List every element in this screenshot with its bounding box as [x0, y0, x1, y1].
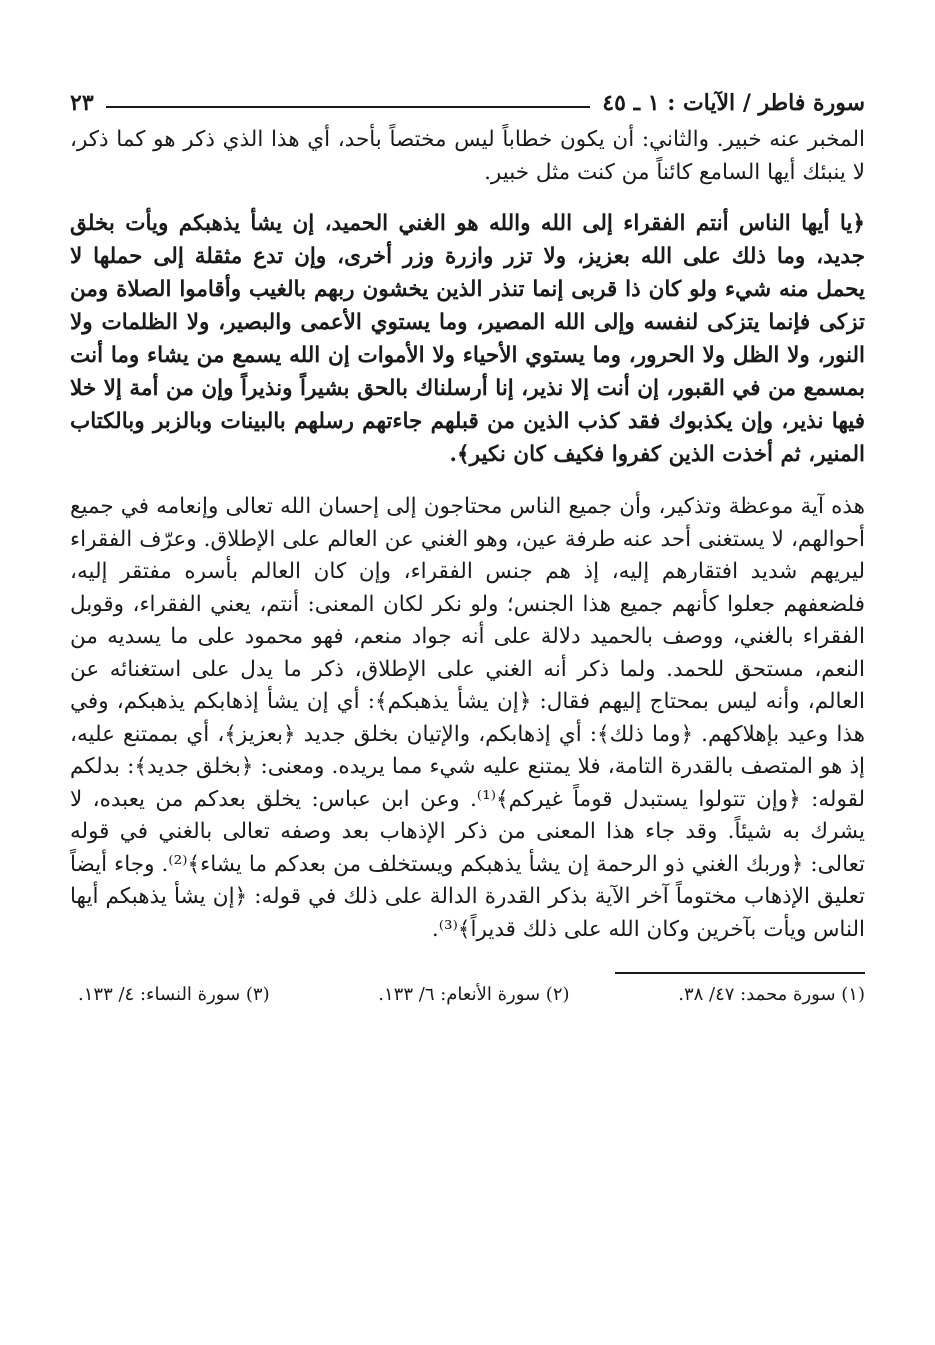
footnotes	[70, 984, 865, 1005]
footnote-3: (٣) سورة النساء: ٤/ ١٣٣.	[78, 984, 270, 1005]
header-rule	[106, 106, 591, 108]
header-title: سورة فاطر / الآيات : ١ ـ ٤٥	[602, 90, 865, 116]
running-header	[70, 80, 865, 116]
tafsir-paragraph: هذه آية موعظة وتذكير، وأن جميع الناس محتاجون إلى إحسان الله تعالى وإنعامه في جميع أحوالهم، لا يستغنى أحد عنه طرفة عين، وهو الغني عن العالم على الإطلاق. وعرّف الفقراء ليريهم شديد افتقارهم إليه، إذ هم جنس الفقراء، وإن كان العالم بأسره مفتقر إليه، فلضعفهم جعلوا كأنهم جميع هذا الجنس؛ ولو نكر لكان المعنى: أنتم، يعني الفقراء، وقوبل الفقراء بالغني، ووصف بالحميد دلالة على أنه جواد منعم، فهو محمود على ما يسديه من النعم، مستحق للحمد. ولما ذكر أنه الغني على الإطلاق، ذكر ما يدل على استغنائه عن العالم، وأنه ليس بمحتاج إليهم فقال: ﴿إن يشأ يذهبكم﴾: أي إن يشأ إذهابكم يذهبكم، وفي هذا وعيد بإهلاكهم. ﴿وما ذلك﴾: أي إذهابكم، والإتيان بخلق جديد ﴿بعزيز﴾، أي بممتنع عليه، إذ هو المتصف بالقدرة التامة، فلا يمتنع عليه شيء مما يريده. ومعنى: ﴿بخلق جديد﴾: بدلكم لقوله: ﴿وإن تتولوا يستبدل قوماً غيركم﴾⁽¹⁾. وعن ابن عباس: يخلق بعدكم من يعبده، لا يشرك به شيئاً. وقد جاء هذا المعنى من ذكر الإذهاب بعد وصفه تعالى بالغني في قوله تعالى: ﴿وربك الغني ذو الرحمة إن يشأ يذهبكم ويستخلف من بعدكم ما يشاء﴾⁽²⁾. وجاء أيضاً تعليق الإذهاب مختوماً آخر الآية بذكر القدرة الدالة على ذلك في قوله: ﴿إن يشأ يذهبكم أيها الناس ويأت بآخرين وكان الله على ذلك قديراً﴾⁽³⁾.	[70, 494, 865, 942]
quran-verse-paragraph: ﴿يا أيها الناس أنتم الفقراء إلى الله والله هو الغني الحميد، إن يشأ يذهبكم ويأت بخلق جديد، وما ذلك على الله بعزيز، ولا تزر وازرة وزر أخرى، وإن تدع مثقلة إلى حملها لا يحمل منه شيء ولو كان ذا قربى إنما تنذر الذين يخشون ربهم بالغيب وأقاموا الصلاة ومن تزكى فإنما يتزكى لنفسه وإلى الله المصير، وما يستوي الأعمى والبصير، ولا الظلمات ولا النور، ولا الظل ولا الحرور، وما يستوي الأحياء ولا الأموات إن الله يسمع من يشاء وما أنت بمسمع من في القبور، إن أنت إلا نذير، إنا أرسلناك بالحق بشيراً ونذيراً وإن من أمة إلا خلا فيها نذير، وإن يكذبوك فقد كذب الذين من قبلهم جاءتهم رسلهم بالبينات وبالزبر وبالكتاب المنير، ثم أخذت الذين كفروا فكيف كان نكير﴾.	[70, 211, 865, 467]
book-page	[70, 80, 865, 1005]
footnote-2: (٢) سورة الأنعام: ٦/ ١٣٣.	[378, 984, 570, 1005]
footnote-rule	[615, 972, 865, 974]
intro-paragraph: المخبر عنه خبير. والثاني: أن يكون خطاباً ليس مختصاً بأحد، أي هذا الذي ذكر هو كما ذكر، لا ينبئك أيها السامع كائناً من كنت مثل خبير.	[70, 127, 865, 185]
footnote-1: (١) سورة محمد: ٤٧/ ٣٨.	[678, 984, 865, 1005]
page-number: ٢٣	[70, 90, 94, 116]
